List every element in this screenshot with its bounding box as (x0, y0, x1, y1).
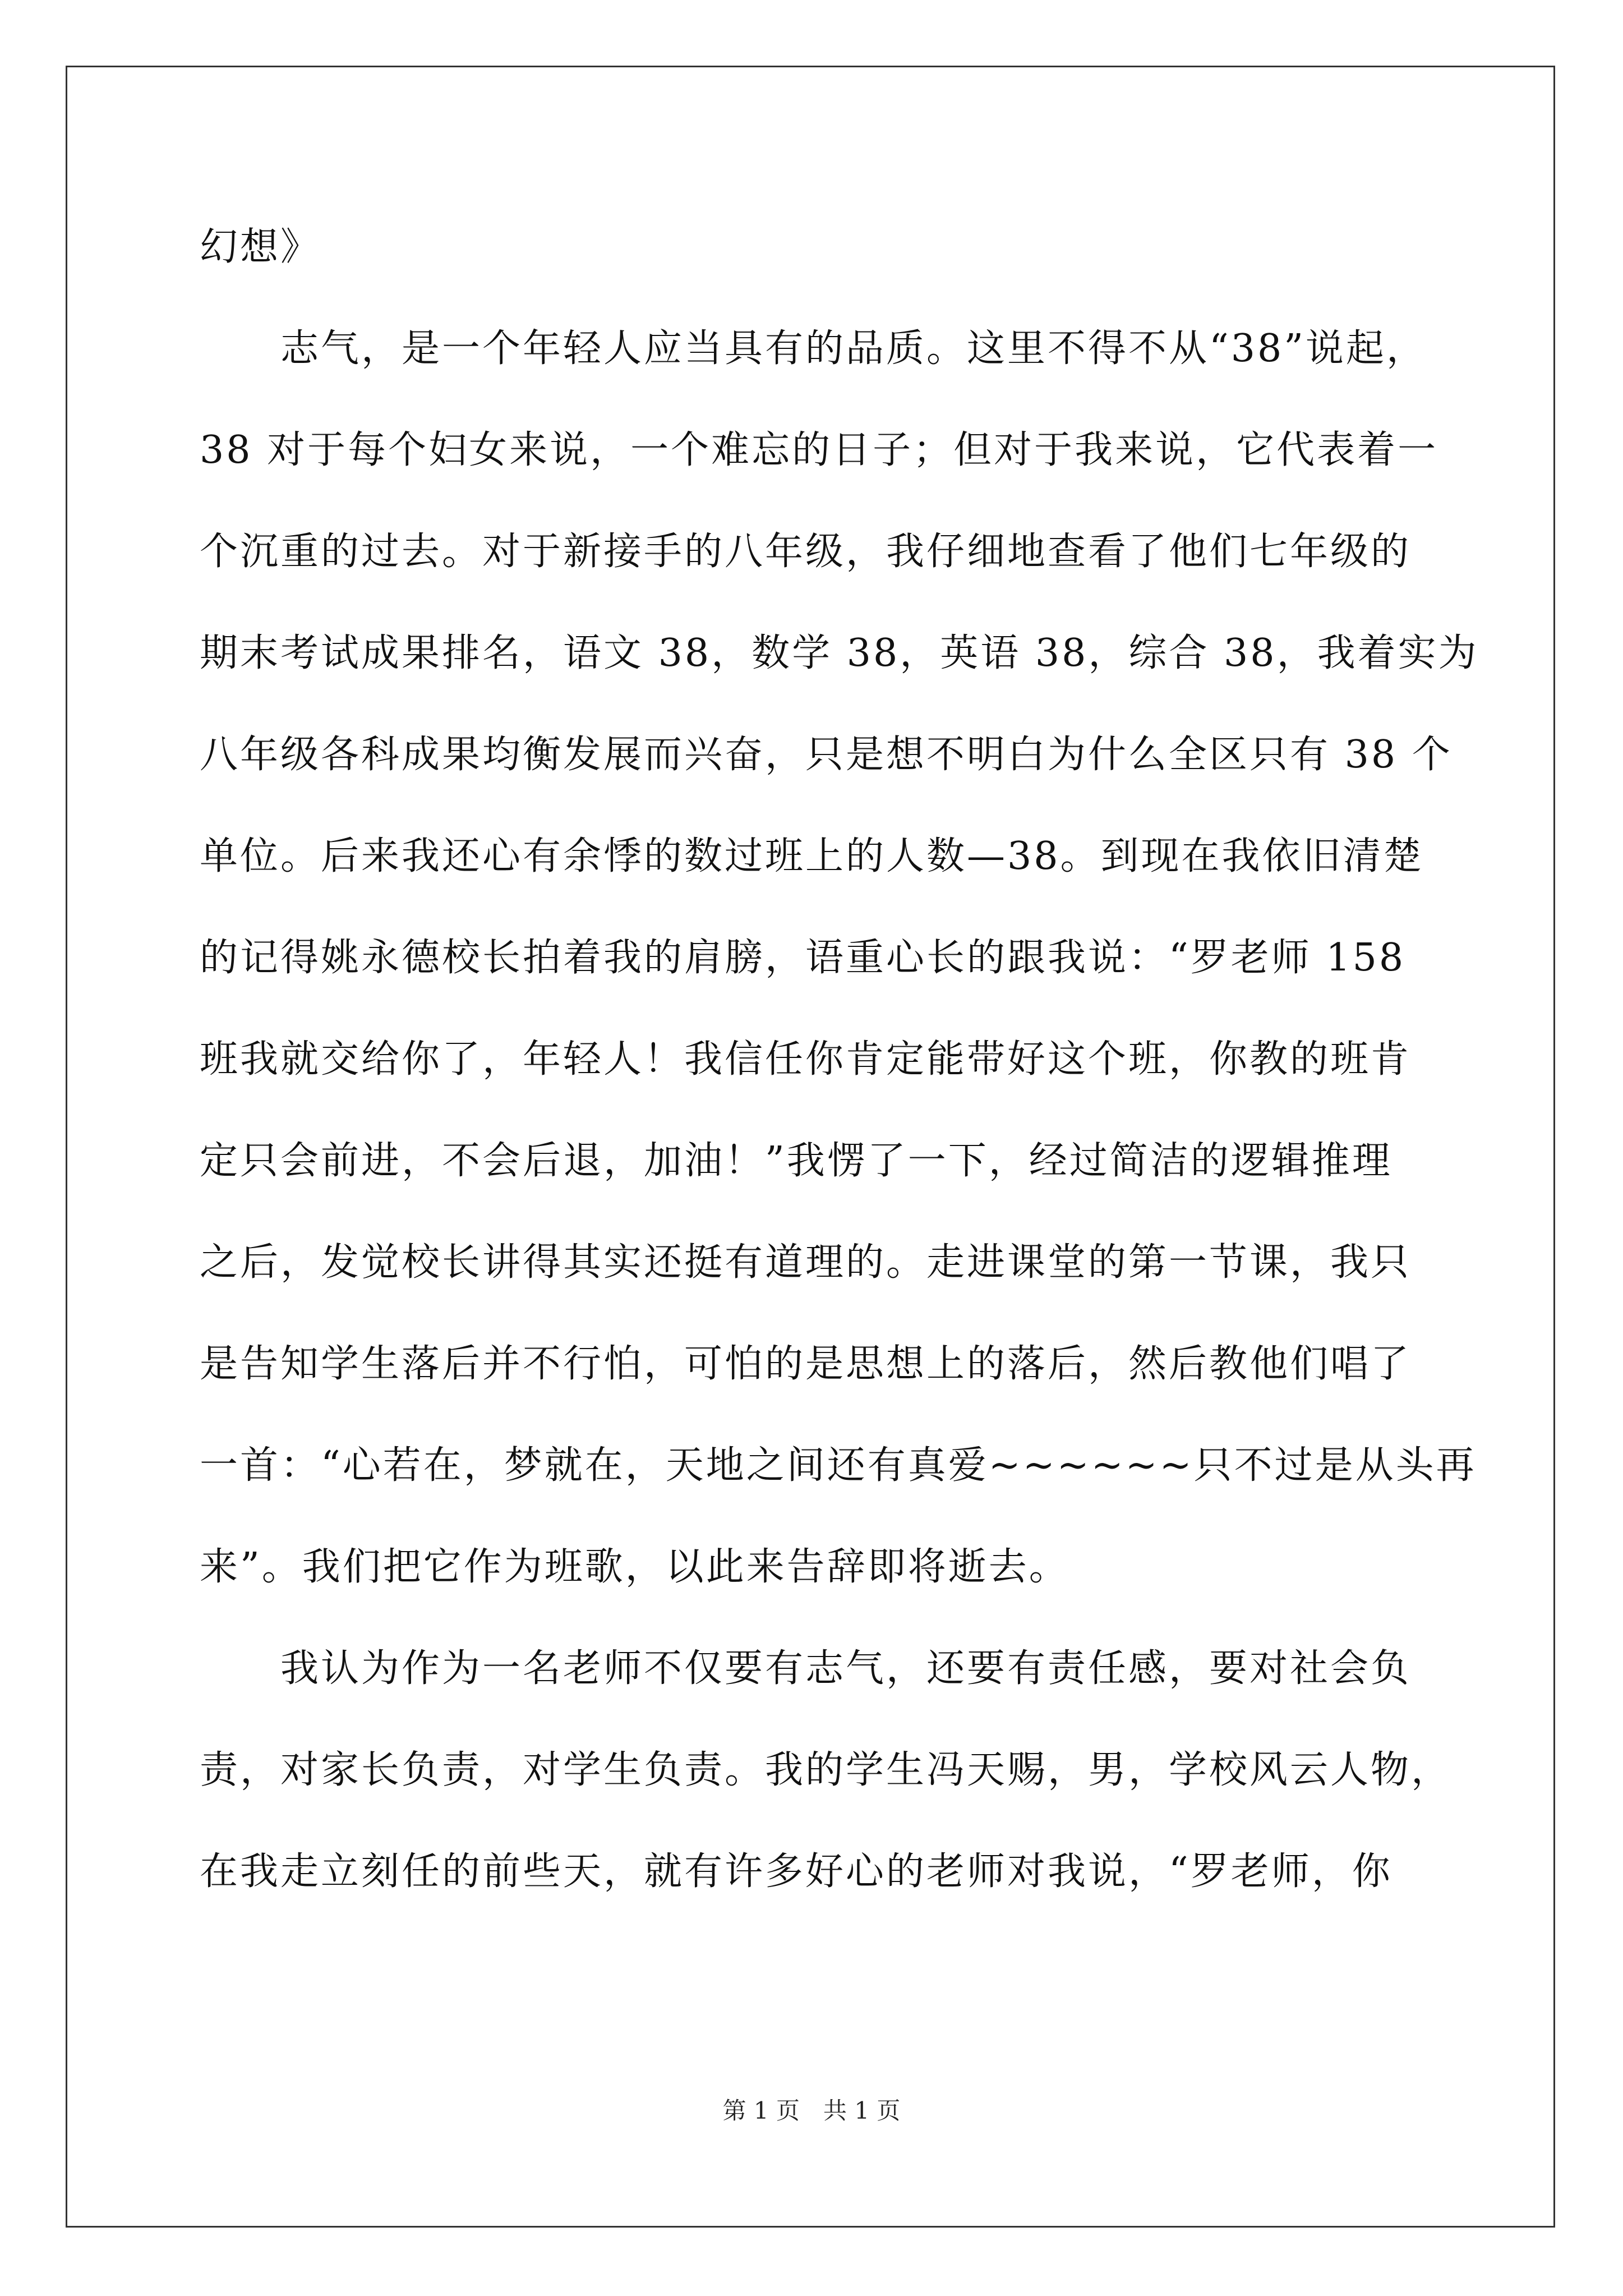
text-line: 来”。我们把它作为班歌，以此来告辞即将逝去。 (200, 1545, 1069, 1589)
text-line: 责，对家长负责，对学生负责。我的学生冯天赐，男，学校风云人物， (200, 1748, 1452, 1792)
text-line: 志气，是一个年轻人应当具有的品质。这里不得不从“38”说起， (200, 326, 1427, 371)
text-line: 单位。后来我还心有余悸的数过班上的人数—38。到现在我依旧清楚 (200, 834, 1424, 878)
text-line: 期末考试成果排名，语文 38，数学 38，英语 38，综合 38，我着实为 (200, 631, 1479, 675)
text-line: 在我走立刻任的前些天，就有许多好心的老师对我说，“罗老师，你 (200, 1849, 1393, 1894)
text-line: 的记得姚永德校长拍着我的肩膀，语重心长的跟我说：“罗老师 158 (200, 936, 1406, 980)
text-line: 幻想》 (200, 225, 321, 269)
text-line: 是告知学生落后并不行怕，可怕的是思想上的落后，然后教他们唱了 (200, 1342, 1412, 1386)
text-line: 班我就交给你了，年轻人！我信任你肯定能带好这个班，你教的班肯 (200, 1037, 1412, 1082)
text-line: 一首：“心若在，梦就在，天地之间还有真爱~~~~~~只不过是从头再 (200, 1443, 1477, 1488)
text-line: 我认为作为一名老师不仅要有志气，还要有责任感，要对社会负 (200, 1646, 1412, 1691)
text-line: 定只会前进，不会后退，加油！”我愣了一下，经过简洁的逻辑推理 (200, 1139, 1393, 1183)
text-line: 个沉重的过去。对于新接手的八年级，我仔细地查看了他们七年级的 (200, 530, 1412, 574)
document-body (200, 196, 1479, 1922)
text-line: 之后，发觉校长讲得其实还挺有道理的。走进课堂的第一节课，我只 (200, 1240, 1412, 1285)
text-line: 八年级各科成果均衡发展而兴奋，只是想不明白为什么全区只有 38 个 (200, 733, 1453, 777)
page-number-footer: 第 1 页 共 1 页 (722, 2097, 901, 2124)
text-line: 38 对于每个妇女来说，一个难忘的日子；但对于我来说，它代表着一 (200, 428, 1438, 472)
